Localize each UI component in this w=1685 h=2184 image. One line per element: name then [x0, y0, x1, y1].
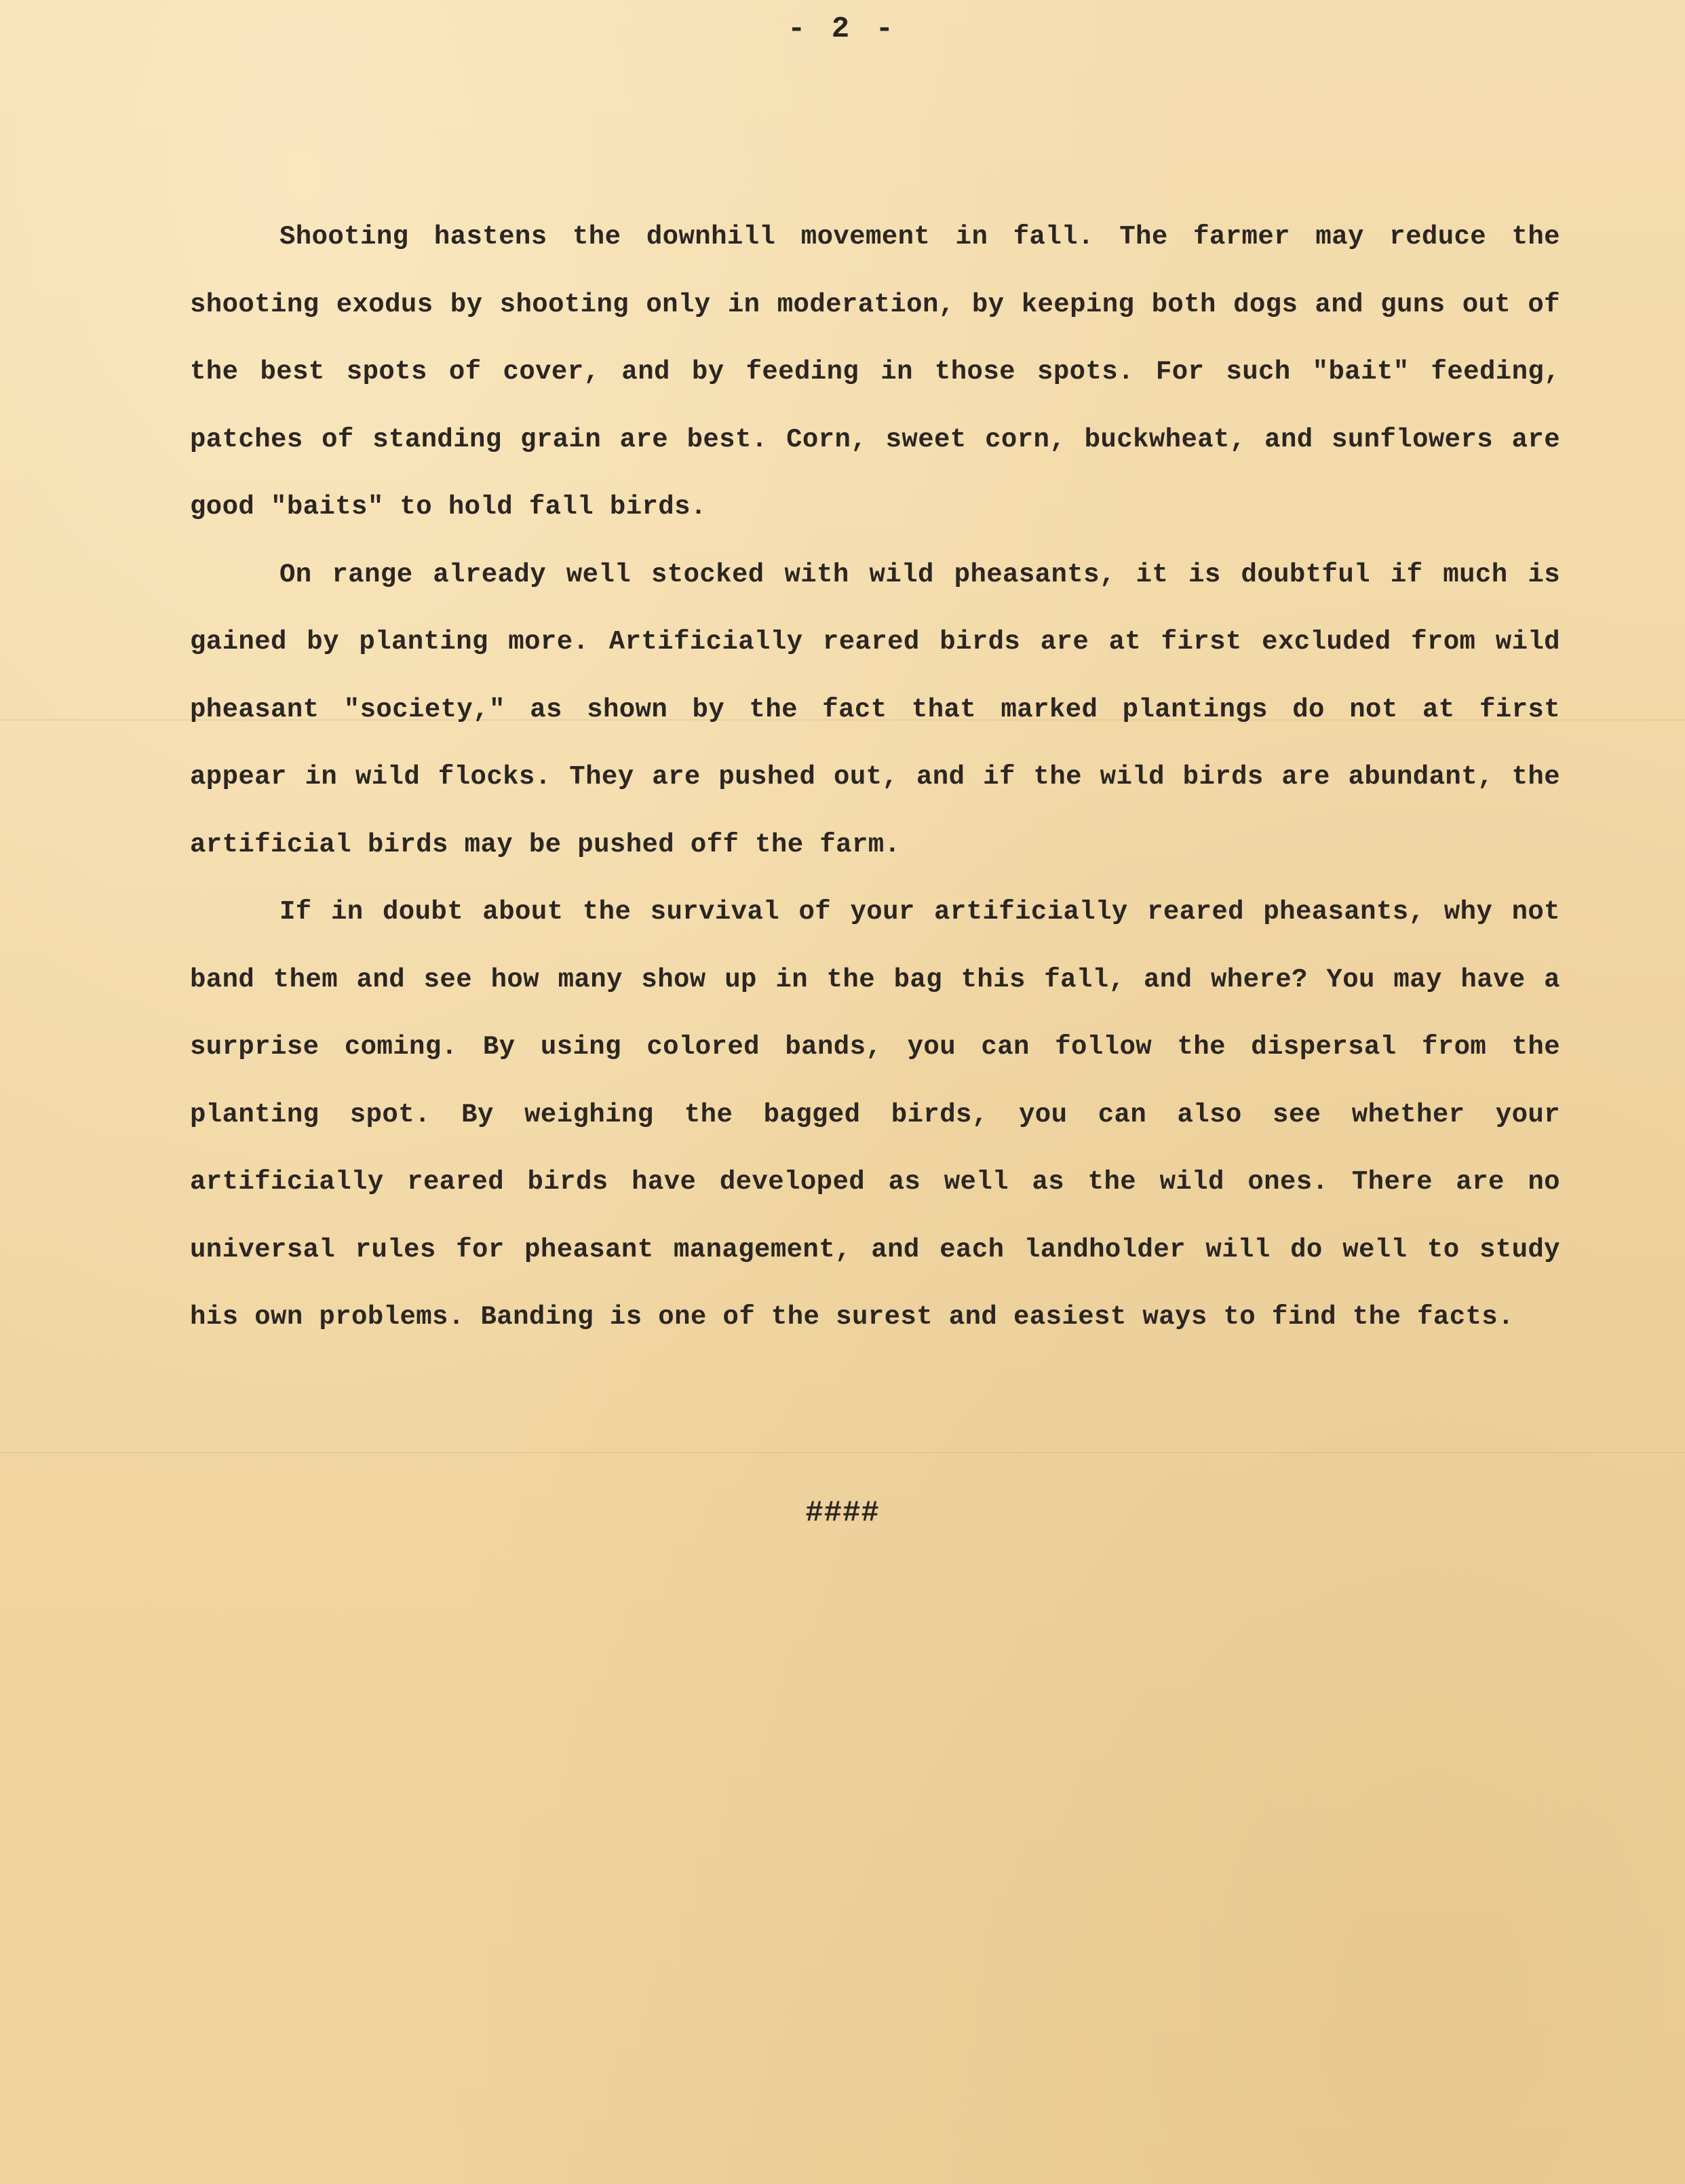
paragraph-range-stocking: On range already well stocked with wild pheasants, it is doubtful if much is gained by planting more. Artificially reared birds are at first excluded from wild pheasant "society," as shown by the fact that marked plantings do not at first appear in wild flocks. They are pushed out, and if the wild birds are abundant, the artificial birds may be pushed off the farm. [190, 559, 1560, 860]
page-number: - 2 - [787, 12, 898, 46]
paper-fold-line [0, 1452, 1685, 1453]
end-of-document-mark: #### [805, 1496, 880, 1530]
document-body [190, 204, 1560, 1352]
paragraph-banding: If in doubt about the survival of your artificially reared pheasants, why not band them and see how many show up in the bag this fall, and where? You may have a surprise coming. By using colored bands, you can follow the dispersal from the planting spot. By weighing the bagged birds, you can also see whether your artificially reared birds have developed as well as the wild ones. There are no universal rules for pheasant management, and each landholder will do well to study his own problems. Banding is one of the surest and easiest ways to find the facts. [190, 897, 1560, 1332]
paragraph-shooting: Shooting hastens the downhill movement in fall. The farmer may reduce the shooting exodus by shooting only in moderation, by keeping both dogs and guns out of the best spots of cover, and by feeding in those spots. For such "bait" feeding, patches of standing grain are best. Corn, sweet corn, buckwheat, and sunflowers are good "baits" to hold fall birds. [190, 222, 1560, 522]
